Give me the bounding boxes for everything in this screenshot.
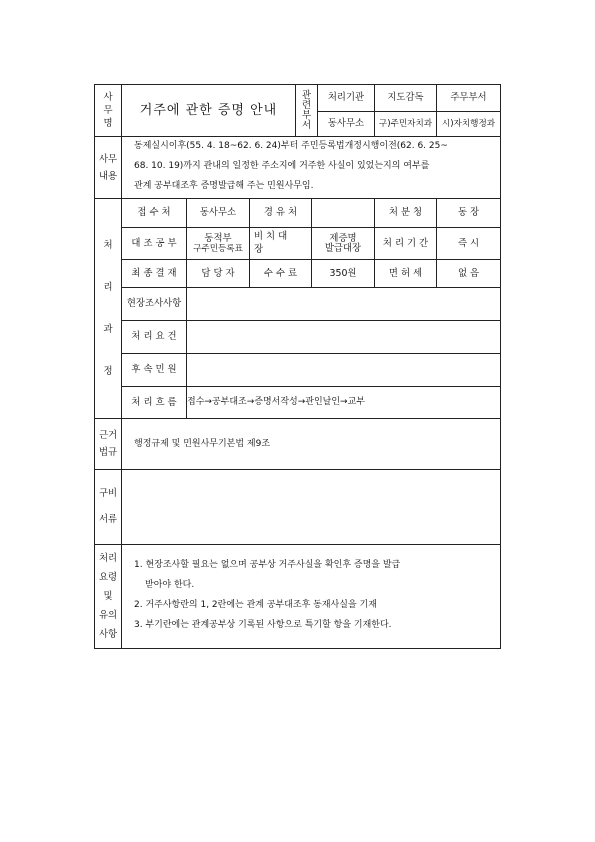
reference-ledger-label: [254, 230, 310, 258]
label-line: 근거: [98, 430, 118, 441]
note-line: 받아야 한다.: [145, 580, 195, 590]
ledger-label: 대 조 공 부: [131, 237, 177, 249]
final-approval-value: 담 당 자: [201, 267, 235, 279]
label-line: 사무: [98, 153, 118, 165]
reception-value: 동사무소: [199, 207, 237, 218]
disposal-label: 처 분 청: [388, 207, 423, 218]
supervisor-label: 지도감독: [387, 92, 424, 103]
flow-value: 접수→공부대조→증명서작성→관인날인→교부: [187, 397, 365, 407]
label-line: 구비: [98, 488, 118, 499]
ledger-value-line: 동적부: [204, 232, 232, 244]
note-line: 3. 부기란에는 관계공부상 기록된 사항으로 특기할 항을 기재한다.: [134, 620, 392, 630]
reception-label: 접 수 처: [137, 207, 171, 218]
ledger-value-line: 구주민등록표: [193, 243, 243, 254]
label-line: 처리: [98, 553, 118, 564]
label-char: 사: [103, 92, 113, 103]
label-char: 부: [301, 109, 312, 121]
follow-up-label: 후 속 민 원: [131, 364, 177, 375]
form-border-right: [500, 84, 501, 649]
label-char: 정: [103, 365, 113, 377]
main-dept-value: 시)자치행정과: [441, 119, 496, 129]
license-tax-label: 면 허 세: [388, 267, 423, 279]
ref-value-line: 발급대장: [324, 242, 362, 254]
fee-label: 수 수 료: [263, 267, 298, 279]
supervisor-value: 구)주민자치과: [378, 119, 433, 129]
summary-line: 68. 10. 19)까지 관내의 일정한 주소지에 거주한 사실이 있었는지의 여부를: [134, 161, 430, 171]
label-line: 내용: [98, 170, 118, 182]
label-line: 법규: [98, 447, 118, 458]
label-char: 처: [103, 239, 113, 251]
note-line: 2. 거주사항란의 1, 2란에는 관계 공부대조후 동재사실을 기재: [134, 600, 377, 610]
site-survey-label: 현장조사사항: [126, 298, 182, 309]
disposal-value: 동 장: [457, 207, 480, 218]
form-line: [94, 469, 501, 470]
main-dept-label: 주무부서: [450, 92, 487, 103]
label-char: 서: [301, 119, 312, 131]
via-value: [312, 199, 374, 227]
form-line: [94, 544, 501, 545]
label-char: 명: [103, 118, 113, 129]
notes-label: [95, 545, 121, 648]
label-line: 요령: [98, 572, 118, 583]
flow-label: 처 리 흐 름: [131, 396, 177, 408]
handler-value: 동사무소: [327, 118, 365, 129]
ledger-value: [187, 228, 249, 259]
ref-label-line: 장: [254, 244, 264, 255]
summary-line: 관계 공부대조후 증명발급해 주는 민원사무임.: [134, 181, 314, 191]
documents-label: [95, 470, 121, 544]
summary-label: [95, 137, 121, 198]
reference-ledger-value: [312, 228, 374, 259]
form-border-bottom: [94, 648, 501, 649]
label-char: 무: [103, 105, 113, 116]
basis-value: 행정규제 및 민원사무기본법 제9조: [134, 439, 271, 449]
label-line: 서류: [98, 514, 118, 525]
summary-line: 동제실시이후(55. 4. 18~62. 6. 24)부터 주민등록법개정시행이전(62. 6. 25~: [134, 141, 448, 151]
label-char: 과: [103, 323, 113, 335]
license-tax-value: 없 음: [457, 267, 480, 279]
via-label: 경 유 처: [263, 207, 298, 218]
process-label: [95, 199, 121, 418]
office-name-label: [95, 85, 121, 136]
handler-label: 처리기관: [327, 92, 365, 103]
ref-value-line: 제증명: [329, 232, 357, 244]
ref-label-line: 비 치 대: [254, 231, 288, 242]
period-value: 즉 시: [457, 237, 480, 249]
related-dept-label: [296, 85, 317, 136]
note-line: 1. 현장조사할 필요는 없으며 공부상 거주사실을 확인후 증명을 발급: [134, 560, 401, 570]
page-title: 거주에 관한 증명 안내: [139, 102, 278, 118]
basis-label: [95, 419, 121, 469]
label-line: 및: [103, 591, 113, 602]
fee-value: 350원: [329, 267, 357, 279]
label-char: 관: [301, 89, 312, 101]
final-approval-label: 최 종 결 재: [131, 267, 177, 279]
requirements-label: 처 리 요 건: [131, 331, 177, 342]
period-label: 처 리 기 간: [382, 237, 429, 249]
label-line: 유의: [98, 610, 118, 621]
label-line: 사항: [98, 629, 118, 640]
label-char: 련: [301, 99, 312, 111]
label-char: 리: [103, 281, 113, 293]
